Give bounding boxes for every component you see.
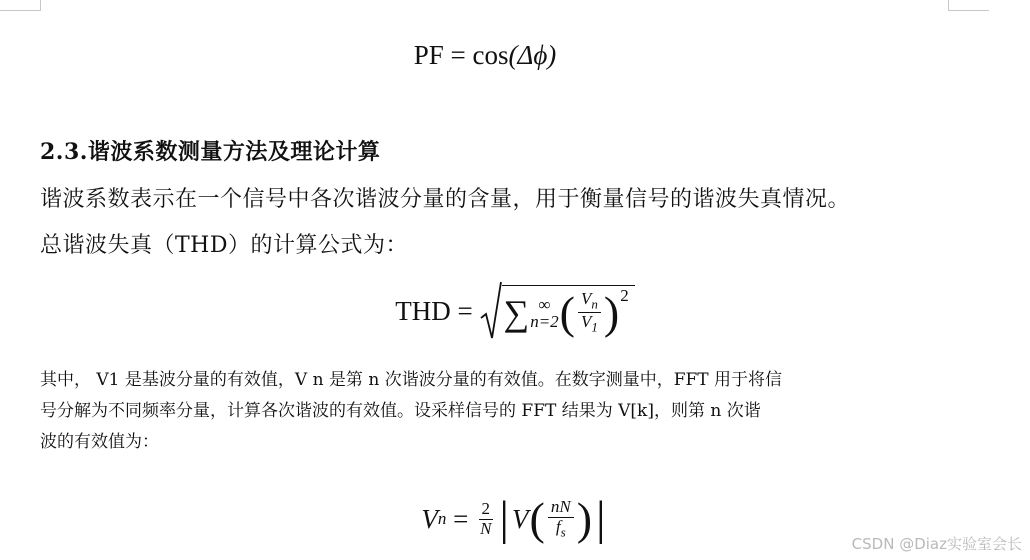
thd-equals: =: [457, 295, 473, 326]
body-text-block: [40, 365, 950, 458]
paragraph-thd-intro: 总谐波失真（THD）的计算公式为：: [40, 233, 408, 258]
csdn-watermark: CSDN @Diaz实验室会长: [851, 535, 1022, 553]
ratio-num-base: V: [581, 289, 592, 309]
coef-denominator: N: [480, 518, 492, 538]
vn-inner-fraction: [548, 498, 574, 539]
thd-formula: THD = ∑ ∞ n=2 ( $\frac{V_n}{V_1}$ ) 2: [0, 280, 1030, 342]
page-corner-marker-right: [948, 0, 989, 11]
vn-formula: V n = $\frac{2}{N}$ | V ( $\frac{nN}{f_s}$ ) |: [421, 492, 606, 545]
page-corner-marker-left: [0, 0, 41, 11]
sum-symbol: ∑: [503, 292, 530, 333]
ratio-exponent: 2: [620, 285, 629, 305]
ratio-den-base: V: [581, 312, 592, 331]
vn-equals: =: [453, 503, 469, 534]
pf-equals: =: [450, 40, 466, 70]
vn-lhs-base: V: [421, 503, 438, 534]
sqrt-sign-icon: [480, 280, 502, 342]
inner-numerator: nN: [548, 498, 574, 518]
vn-coefficient-fraction: [477, 500, 494, 538]
ratio-num-sub: n: [591, 296, 598, 312]
inner-den-base: f: [555, 517, 561, 536]
body-line-1: 其中， V1 是基波分量的有效值，V n 是第 n 次谐波分量的有效值。在数字测量中，FFT 用于将信: [40, 370, 783, 390]
pf-func: cos: [472, 40, 509, 70]
body-line-3: 波的有效值为：: [40, 432, 159, 452]
body-line-2: 号分解为不同频率分量，计算各次谐波的有效值。设采样信号的 FFT 结果为 V[k]，则第 n 次谐: [40, 401, 761, 421]
coef-numerator: 2: [479, 500, 494, 520]
pf-formula: [0, 40, 1000, 71]
inner-den-sub: s: [560, 524, 566, 540]
pf-lhs: PF: [413, 40, 444, 70]
sum-lower-limit: n=2: [530, 311, 559, 331]
ratio-den-sub: 1: [591, 319, 598, 335]
thd-ratio-fraction: [578, 290, 601, 334]
pf-arg: (Δϕ): [508, 40, 557, 70]
vn-lhs-sub: n: [437, 509, 447, 528]
vn-func: V: [512, 503, 529, 534]
section-heading: 2.3.谐波系数测量方法及理论计算: [40, 139, 381, 165]
thd-lhs: THD: [395, 295, 451, 326]
paragraph-harmonic-definition: 谐波系数表示在一个信号中各次谐波分量的含量，用于衡量信号的谐波失真情况。: [40, 187, 851, 212]
sum-upper-limit: ∞: [538, 294, 551, 314]
